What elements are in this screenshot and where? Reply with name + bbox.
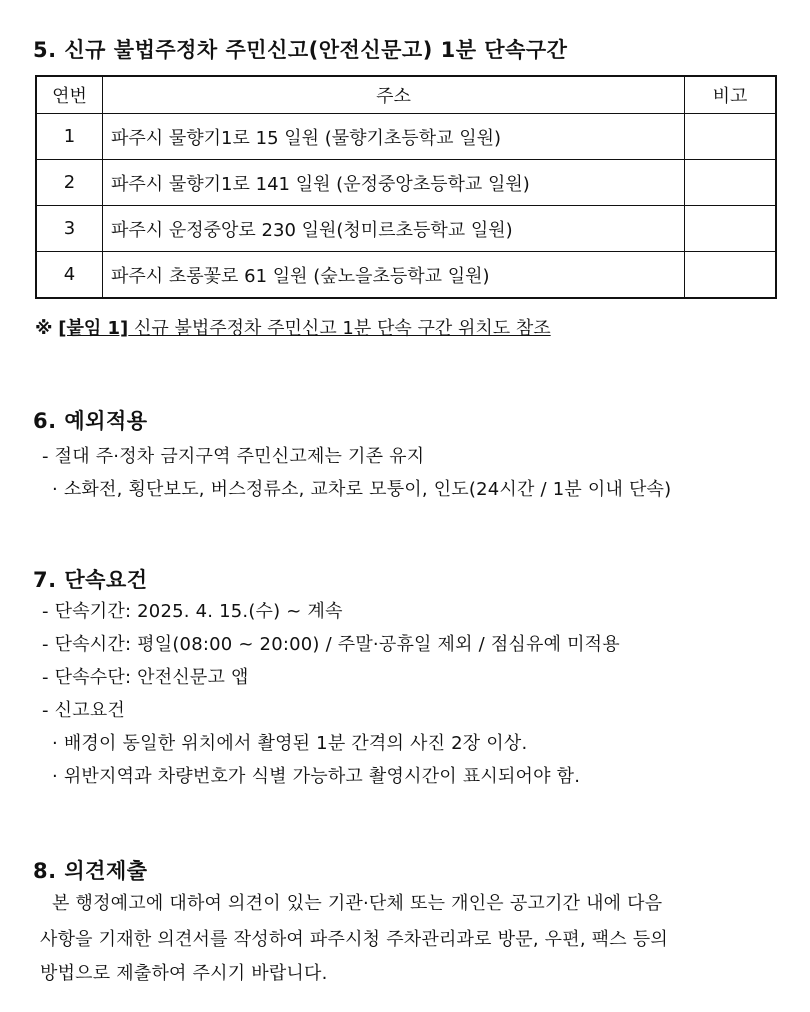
section-7-line-5: · 배경이 동일한 위치에서 촬영된 1분 간격의 사진 2장 이상. xyxy=(52,733,528,754)
section-8-line-2: 사항을 기재한 의견서를 작성하여 파주시청 주차관리과로 방문, 우편, 팩스 등의 xyxy=(40,929,668,950)
row-no: 1 xyxy=(36,114,103,160)
row-note xyxy=(685,252,777,299)
table-row xyxy=(36,114,776,160)
attachment-link[interactable] xyxy=(58,318,550,339)
row-address: 파주시 운정중앙로 230 일원(청미르초등학교 일원) xyxy=(103,206,685,252)
section-7-heading: 7. 단속요건 xyxy=(33,568,148,592)
attachment-ref: [붙임 1] xyxy=(58,318,129,339)
section-7-line-1: - 단속기간: 2025. 4. 15.(수) ~ 계속 xyxy=(42,601,343,622)
row-no: 3 xyxy=(36,206,103,252)
section-6-heading: 6. 예외적용 xyxy=(33,409,148,433)
section-7-line-4: - 신고요건 xyxy=(42,700,125,721)
row-address: 파주시 초롱꽃로 61 일원 (숲노을초등학교 일원) xyxy=(103,252,685,299)
table-row xyxy=(36,206,776,252)
section-8-line-3: 방법으로 제출하여 주시기 바랍니다. xyxy=(40,963,328,984)
row-no: 2 xyxy=(36,160,103,206)
header-no: 연번 xyxy=(36,76,103,114)
section-5-heading: 5. 신규 불법주정차 주민신고(안전신문고) 1분 단속구간 xyxy=(33,38,568,62)
section-7-line-2: - 단속시간: 평일(08:00 ~ 20:00) / 주말·공휴일 제외 / 점심유예 미적용 xyxy=(42,634,620,655)
table-row xyxy=(36,160,776,206)
table-header-row xyxy=(36,76,776,114)
section-7-line-3: - 단속수단: 안전신문고 앱 xyxy=(42,667,249,688)
row-address: 파주시 물향기1로 15 일원 (물향기초등학교 일원) xyxy=(103,114,685,160)
table-row xyxy=(36,252,776,299)
section-6-line-1: - 절대 주·정차 금지구역 주민신고제는 기존 유지 xyxy=(42,446,425,467)
row-note xyxy=(685,114,777,160)
section-7-line-6: · 위반지역과 차량번호가 식별 가능하고 촬영시간이 표시되어야 함. xyxy=(52,766,581,787)
header-note: 비고 xyxy=(685,76,777,114)
attachment-text: 신규 불법주정차 주민신고 1분 단속 구간 위치도 참조 xyxy=(134,318,551,339)
section-8-heading: 8. 의견제출 xyxy=(33,859,148,883)
note-mark: ※ xyxy=(35,318,53,339)
row-note xyxy=(685,160,777,206)
address-table xyxy=(35,75,777,299)
row-note xyxy=(685,206,777,252)
row-address: 파주시 물향기1로 141 일원 (운정중앙초등학교 일원) xyxy=(103,160,685,206)
row-no: 4 xyxy=(36,252,103,299)
section-8-line-1: 본 행정예고에 대하여 의견이 있는 기관·단체 또는 개인은 공고기간 내에 다음 xyxy=(52,893,663,914)
header-address: 주소 xyxy=(103,76,685,114)
section-6-line-2: · 소화전, 횡단보도, 버스정류소, 교차로 모퉁이, 인도(24시간 / 1분 이내 단속) xyxy=(52,479,672,500)
attachment-note xyxy=(35,314,551,340)
